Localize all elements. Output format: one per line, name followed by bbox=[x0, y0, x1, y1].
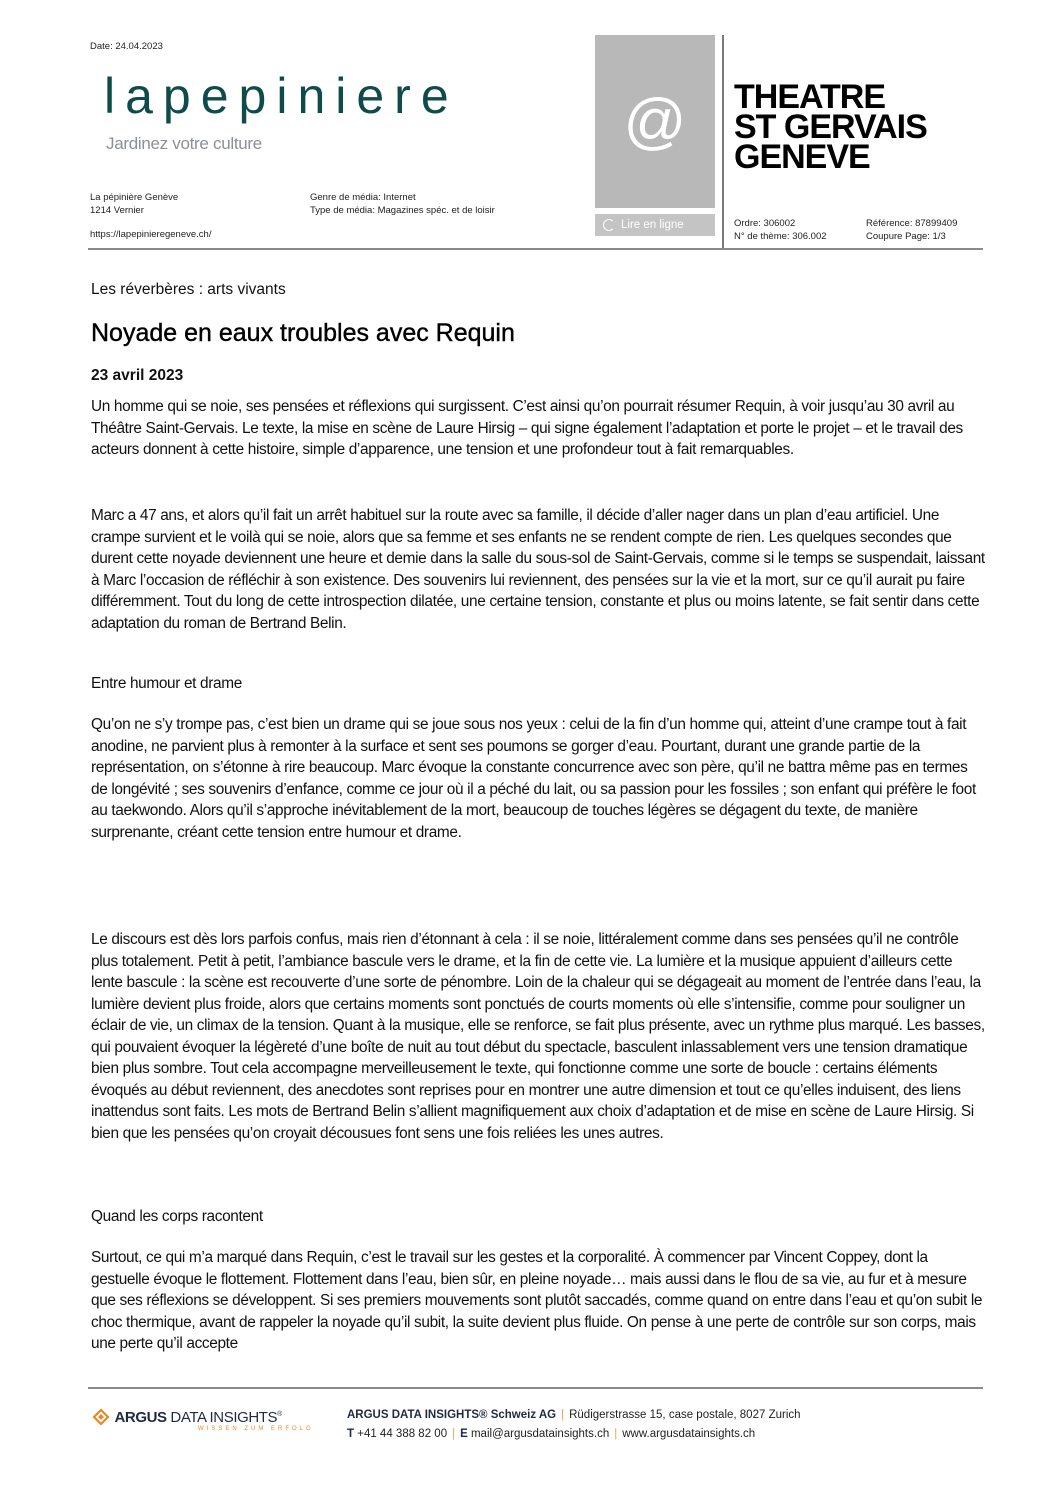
reference-meta bbox=[866, 217, 957, 243]
footer-phone[interactable]: +41 44 388 82 00 bbox=[357, 1428, 448, 1440]
media-info bbox=[310, 191, 495, 217]
argus-slogan: WISSEN ZUM ERFOLG bbox=[198, 1426, 314, 1432]
publisher-info bbox=[90, 191, 178, 217]
argus-logo bbox=[92, 1408, 314, 1432]
publication-tagline: Jardinez votre culture bbox=[106, 134, 262, 153]
article-subheading: Quand les corps racontent bbox=[91, 1208, 263, 1225]
article-paragraph: Qu’on ne s’y trompe pas, c’est bien un drame qui se joue sous nos yeux : celui de la fin d’un homme qui, atteint d’une crampe tout à fait anodine, ne parvient plus à remonter à la surface et sent ses poumons se gorger d’eau. Pourtant, durant une grande partie de la représentation, on s’étonne à rire beaucoup. Marc évoque la constante concurrence avec son père, qu’il ne battra même pas en termes de longévité ; ses souvenirs d’enfance, comme ce jour où il a péché du lait, ou sa passion pour les fossiles ; son enfant qui préfère le foot au taekwondo. Alors qu’il s’approche inévitablement de la mort, beaucoup de touches légères se dégagent du texte, de manière surprenante, créant cette tension entre humour et drame. bbox=[91, 716, 976, 841]
registered-mark: ® bbox=[277, 1410, 282, 1418]
reference-number: Référence: 87899409 bbox=[866, 218, 958, 229]
header-divider bbox=[88, 248, 983, 250]
footer-company-line bbox=[347, 1409, 801, 1421]
clip-page: Coupure Page: 1/3 bbox=[866, 231, 946, 242]
footer-separator: | bbox=[614, 1428, 618, 1440]
media-type: Type de média: Magazines spéc. et de loisir bbox=[310, 205, 495, 216]
email-label: E bbox=[460, 1428, 468, 1440]
article-title: Noyade en eaux troubles avec Requin bbox=[91, 319, 515, 347]
client-logo bbox=[734, 78, 927, 176]
argus-wordmark bbox=[114, 1409, 281, 1426]
external-link-icon bbox=[603, 219, 615, 231]
order-number: Ordre: 306002 bbox=[734, 218, 796, 229]
footer-address: Rüdigerstrasse 15, case postale, 8027 Zurich bbox=[569, 1409, 801, 1421]
article-paragraph: Le discours est dès lors parfois confus, mais rien d’étonnant à cela : il se noie, littéralement comme dans ses pensées qu’il ne contrôle plus totalement. Petit à petit, l’ambiance bascule vers le drame, et la fin de cette vie. La lumière et la musique appuient d’ailleurs cette lente bascule : la scène est recouverte d’une sorte de pénombre. Loin de la chaleur qui se dégageait au moment de l’entrée dans l’eau, la lumière devient plus froide, alors que certains moments sont ponctués de courts moments où elle s’intensifie, comme pour souligner un éclair de vie, un climax de la tension. Quant à la musique, elle se renforce, se fait plus présente, avec un rythme plus marqué. Les basses, qui pouvaient évoquer la légèreté d’une boîte de nuit au tout début du spectacle, basculent inlassablement vers une tension dramatique bien plus sombre. Tout cela accompagne merveilleusement le texte, qui fonctionne comme une sorte de boucle : certains éléments évoqués au début reviennent, des anecdotes sont reprises pour en montrer une autre dimension et tout ce qu’elles induisent, des liens inattendus sont faits. Les mots de Bertrand Belin s’allient magnifiquement aux choix d’adaptation et de mise en scène de Laure Hirsig. Si bien que les pensées qu’on croyait décousues font sens une fois reliées les unes autres. bbox=[91, 931, 985, 1142]
client-logo-line: ST GERVAIS bbox=[734, 108, 927, 146]
theme-number: N° de thème: 306.002 bbox=[734, 231, 827, 242]
argus-wordmark-rest: DATA INSIGHTS bbox=[166, 1408, 278, 1426]
article-paragraph: Un homme qui se noie, ses pensées et réflexions qui surgissent. C’est ainsi qu’on pourrait résumer Requin, à voir jusqu’au 30 avril au Théâtre Saint-Gervais. Le texte, la mise en scène de Laure Hirsig – qui signe également l’adaptation et porte le projet – et le travail des acteurs donnent à cette histoire, simple d’apparence, une tension et une profondeur tout à fait remarquables. bbox=[91, 398, 963, 458]
read-online-button[interactable] bbox=[595, 214, 715, 236]
media-genre: Genre de média: Internet bbox=[310, 192, 416, 203]
at-sign-icon: @ bbox=[623, 87, 687, 156]
publisher-name: La pépinière Genève bbox=[90, 192, 179, 203]
header-divider-vertical bbox=[722, 35, 724, 249]
argus-wordmark-bold: ARGUS bbox=[114, 1408, 167, 1426]
article-rubric: Les réverbères : arts vivants bbox=[91, 281, 286, 298]
footer-separator: | bbox=[452, 1428, 456, 1440]
read-online-label: Lire en ligne bbox=[621, 219, 684, 231]
online-media-badge bbox=[595, 35, 715, 208]
publisher-address: 1214 Vernier bbox=[90, 205, 144, 216]
footer-company: ARGUS DATA INSIGHTS® Schweiz AG bbox=[347, 1409, 557, 1421]
footer-website[interactable]: www.argusdatainsights.ch bbox=[622, 1428, 756, 1440]
clip-date: Date: 24.04.2023 bbox=[90, 41, 163, 52]
footer-divider bbox=[88, 1387, 983, 1389]
publication-logo: lapepiniere bbox=[104, 68, 459, 124]
footer-contact-line bbox=[347, 1428, 755, 1440]
client-logo-line: THEATRE bbox=[734, 78, 886, 116]
footer-separator: | bbox=[561, 1409, 565, 1421]
order-meta bbox=[734, 217, 827, 243]
argus-eye-icon bbox=[92, 1408, 110, 1426]
footer-email[interactable]: mail@argusdatainsights.ch bbox=[470, 1428, 610, 1440]
article-date: 23 avril 2023 bbox=[91, 367, 184, 384]
client-logo-line: GENEVE bbox=[734, 138, 870, 176]
phone-label: T bbox=[347, 1428, 355, 1440]
article-paragraph: Surtout, ce qui m’a marqué dans Requin, c’est le travail sur les gestes et la corporalité. À commencer par Vincent Coppey, dont la gestuelle évoque le flottement. Flottement dans l’eau, bien sûr, en pleine noyade… mais aussi dans le flou de sa vie, au fur et à mesure que ses réflexions se développent. Si ses premiers mouvements sont plutôt saccadés, comme quand on entre dans l’eau et qu’on subit le choc thermique, avant de rappeler la noyade qu’il subit, la suite devient plus fluide. On pense à une perte de contrôle sur son corps, mais une perte qu’il accepte bbox=[91, 1249, 983, 1352]
publisher-url[interactable]: https://lapepinieregeneve.ch/ bbox=[90, 229, 212, 240]
article-subheading: Entre humour et drame bbox=[91, 675, 242, 692]
article-paragraph: Marc a 47 ans, et alors qu’il fait un arrêt habituel sur la route avec sa famille, il décide d’aller nager dans un plan d’eau artificiel. Une crampe survient et le voilà qui se noie, alors que sa femme et ses enfants ne se rendent compte de rien. Les quelques secondes que durent cette noyade deviennent une heure et demie dans la salle du sous-sol de Saint-Gervais, comme si le temps se suspendait, laissant à Marc l’occasion de réfléchir à son existence. Des souvenirs lui reviennent, des pensées sur la vie et la mort, sur ce qu’il aurait pu faire différemment. Tout du long de cette introspection dilatée, une certaine tension, constante et plus ou moins latente, se fait sentir dans cette adaptation du roman de Bertrand Belin. bbox=[91, 507, 985, 632]
